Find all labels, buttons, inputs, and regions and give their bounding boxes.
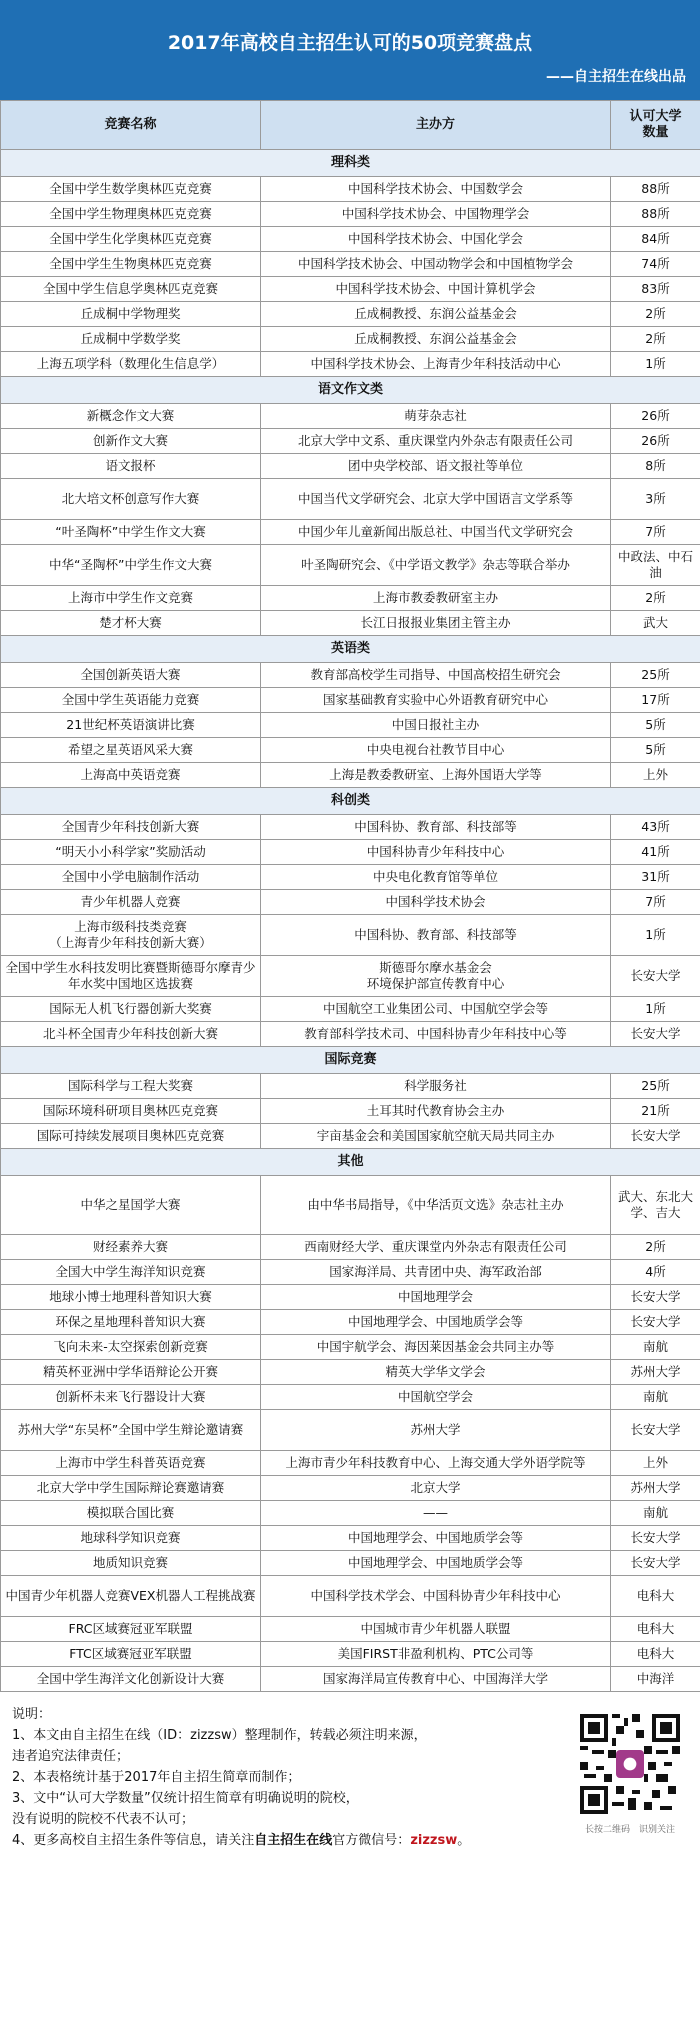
competition-name-cell: 全国创新英语大赛: [1, 663, 261, 688]
organizer-cell: 中国少年儿童新闻出版总社、中国当代文学研究会: [261, 520, 611, 545]
competition-name-cell: 地球小博士地理科普知识大赛: [1, 1285, 261, 1310]
university-count-cell: 88所: [611, 202, 700, 227]
organizer-cell: 北京大学: [261, 1476, 611, 1501]
university-count-cell: 长安大学: [611, 1551, 700, 1576]
competition-name-cell: 地质知识竞赛: [1, 1551, 261, 1576]
university-count-cell: 2所: [611, 1235, 700, 1260]
organizer-cell: 上海市教委教研室主办: [261, 586, 611, 611]
note-wechat-id: zizzsw: [410, 1833, 458, 1848]
competition-name-cell: 国际无人机飞行器创新大奖赛: [1, 997, 261, 1022]
university-count-cell: 1所: [611, 915, 700, 956]
table-row: [1, 688, 700, 713]
university-count-cell: 武大、东北大学、吉大: [611, 1176, 700, 1235]
university-count-cell: 1所: [611, 997, 700, 1022]
competition-name-cell: 上海高中英语竞赛: [1, 763, 261, 788]
university-count-cell: 8所: [611, 454, 700, 479]
organizer-cell: 苏州大学: [261, 1410, 611, 1451]
table-row: [1, 1099, 700, 1124]
organizer-cell: 斯德哥尔摩水基金会 环境保护部宣传教育中心: [261, 956, 611, 997]
note-last-prefix: 4、更多高校自主招生条件等信息，请关注: [12, 1833, 255, 1848]
organizer-cell: 由中华书局指导，《中华活页文选》杂志社主办: [261, 1176, 611, 1235]
organizer-cell: 萌芽杂志社: [261, 404, 611, 429]
organizer-cell: 团中央学校部、语文报社等单位: [261, 454, 611, 479]
competition-name-cell: FRC区域赛冠亚军联盟: [1, 1617, 261, 1642]
organizer-cell: 中国科学技术协会、中国数学会: [261, 177, 611, 202]
university-count-cell: 41所: [611, 840, 700, 865]
organizer-cell: 丘成桐教授、东润公益基金会: [261, 302, 611, 327]
page-title: 2017年高校自主招生认可的50项竞赛盘点: [167, 32, 533, 54]
competition-name-cell: 楚才杯大赛: [1, 611, 261, 636]
competition-name-cell: 全国大中学生海洋知识竞赛: [1, 1260, 261, 1285]
competition-name-cell: 上海市中学生科普英语竞赛: [1, 1451, 261, 1476]
university-count-cell: 电科大: [611, 1576, 700, 1617]
table-row: [1, 915, 700, 956]
competition-name-cell: “叶圣陶杯”中学生作文大赛: [1, 520, 261, 545]
university-count-cell: 25所: [611, 1074, 700, 1099]
organizer-cell: 中国航空学会: [261, 1385, 611, 1410]
table-row: [1, 327, 700, 352]
organizer-cell: 中国科协青少年科技中心: [261, 840, 611, 865]
organizer-cell: 国家海洋局、共青团中央、海军政治部: [261, 1260, 611, 1285]
table-row: [1, 840, 700, 865]
competition-name-cell: 希望之星英语风采大赛: [1, 738, 261, 763]
table-row: [1, 227, 700, 252]
organizer-cell: 长江日报报业集团主管主办: [261, 611, 611, 636]
table-row: [1, 1501, 700, 1526]
organizer-cell: 教育部高校学生司指导、中国高校招生研究会: [261, 663, 611, 688]
competition-name-cell: 全国中学生生物奥林匹克竞赛: [1, 252, 261, 277]
note-line: 3、文中“认可大学数量”仅统计招生简章有明确说明的院校，: [12, 1791, 359, 1806]
table-row: [1, 815, 700, 840]
table-row: [1, 1451, 700, 1476]
table-row: [1, 1576, 700, 1617]
university-count-cell: 长安大学: [611, 956, 700, 997]
university-count-cell: 长安大学: [611, 1526, 700, 1551]
table-row: [1, 277, 700, 302]
competition-name-cell: 苏州大学“东吴杯”全国中学生辩论邀请赛: [1, 1410, 261, 1451]
competition-name-cell: 全国中学生英语能力竞赛: [1, 688, 261, 713]
competition-name-cell: 新概念作文大赛: [1, 404, 261, 429]
competition-name-cell: 环保之星地理科普知识大赛: [1, 1310, 261, 1335]
organizer-cell: 中国科学技术学会、中国科协青少年科技中心: [261, 1576, 611, 1617]
table-row: [1, 663, 700, 688]
table-row: [1, 202, 700, 227]
organizer-cell: 中央电视台社教节目中心: [261, 738, 611, 763]
competition-name-cell: 全国中学生信息学奥林匹克竞赛: [1, 277, 261, 302]
competition-name-cell: 全国中学生物理奥林匹克竞赛: [1, 202, 261, 227]
competition-name-cell: 全国中学生海洋文化创新设计大赛: [1, 1667, 261, 1692]
column-header-name: 竞赛名称: [1, 101, 261, 150]
university-count-cell: 南航: [611, 1385, 700, 1410]
table-row: [1, 404, 700, 429]
organizer-cell: 美国FIRST非盈利机构、PTC公司等: [261, 1642, 611, 1667]
university-count-cell: 长安大学: [611, 1310, 700, 1335]
qr-code-icon[interactable]: [580, 1714, 680, 1814]
university-count-cell: 83所: [611, 277, 700, 302]
competition-name-cell: 上海五项学科（数理化生信息学）: [1, 352, 261, 377]
organizer-cell: 中央电化教育馆等单位: [261, 865, 611, 890]
notes-heading: 说明：: [12, 1707, 52, 1722]
university-count-cell: 17所: [611, 688, 700, 713]
column-header-organizer: 主办方: [261, 101, 611, 150]
competition-name-cell: “明天小小科学家”奖励活动: [1, 840, 261, 865]
university-count-cell: 5所: [611, 713, 700, 738]
competition-name-cell: 青少年机器人竞赛: [1, 890, 261, 915]
competition-name-cell: 地球科学知识竞赛: [1, 1526, 261, 1551]
university-count-cell: 7所: [611, 890, 700, 915]
competition-name-cell: 国际科学与工程大奖赛: [1, 1074, 261, 1099]
competition-name-cell: 精英杯亚洲中学华语辩论公开赛: [1, 1360, 261, 1385]
university-count-cell: 苏州大学: [611, 1360, 700, 1385]
organizer-cell: 中国宇航学会、海因莱因基金会共同主办等: [261, 1335, 611, 1360]
table-row: [1, 956, 700, 997]
organizer-cell: 中国科学技术协会、上海青少年科技活动中心: [261, 352, 611, 377]
university-count-cell: 武大: [611, 611, 700, 636]
university-count-cell: 3所: [611, 479, 700, 520]
table-row: [1, 1074, 700, 1099]
organizer-cell: 中国科学技术协会、中国化学会: [261, 227, 611, 252]
competition-name-cell: 国际可持续发展项目奥林匹克竞赛: [1, 1124, 261, 1149]
organizer-cell: 国家基础教育实验中心外语教育研究中心: [261, 688, 611, 713]
table-row: [1, 1642, 700, 1667]
table-row: [1, 1124, 700, 1149]
table-row: [1, 611, 700, 636]
university-count-cell: 长安大学: [611, 1410, 700, 1451]
competition-name-cell: 模拟联合国比赛: [1, 1501, 261, 1526]
organizer-cell: 中国科学技术协会: [261, 890, 611, 915]
table-row: [1, 302, 700, 327]
organizer-cell: 上海是教委教研室、上海外国语大学等: [261, 763, 611, 788]
notes-section: [0, 1692, 700, 1912]
organizer-cell: 土耳其时代教育协会主办: [261, 1099, 611, 1124]
organizer-cell: 中国日报社主办: [261, 713, 611, 738]
competition-name-cell: 全国中学生数学奥林匹克竞赛: [1, 177, 261, 202]
table-row: [1, 1310, 700, 1335]
competition-name-cell: 21世纪杯英语演讲比赛: [1, 713, 261, 738]
table-row: [1, 1667, 700, 1692]
university-count-cell: 21所: [611, 1099, 700, 1124]
note-line: 1、本文由自主招生在线（ID：zizzsw）整理制作，转载必须注明来源，: [12, 1728, 427, 1743]
organizer-cell: 国家海洋局宣传教育中心、中国海洋大学: [261, 1667, 611, 1692]
qr-caption: 长按二维码 识别关注: [584, 1825, 675, 1835]
table-row: [1, 1410, 700, 1451]
university-count-cell: 7所: [611, 520, 700, 545]
competition-name-cell: FTC区域赛冠亚军联盟: [1, 1642, 261, 1667]
table-row: [1, 763, 700, 788]
organizer-cell: 中国当代文学研究会、北京大学中国语言文学系等: [261, 479, 611, 520]
organizer-cell: 西南财经大学、重庆课堂内外杂志有限责任公司: [261, 1235, 611, 1260]
organizer-cell: 中国科协、教育部、科技部等: [261, 915, 611, 956]
note-line: 违者追究法律责任；: [12, 1749, 130, 1764]
competition-name-cell: 全国中学生水科技发明比赛暨斯德哥尔摩青少年水奖中国地区选拔赛: [1, 956, 261, 997]
table-row: [1, 1260, 700, 1285]
table-row: [1, 890, 700, 915]
university-count-cell: 中海洋: [611, 1667, 700, 1692]
organizer-cell: 宇亩基金会和美国国家航空航天局共同主办: [261, 1124, 611, 1149]
competition-name-cell: 创新作文大赛: [1, 429, 261, 454]
category-label: 国际竞赛: [1, 1047, 700, 1074]
organizer-cell: ——: [261, 1501, 611, 1526]
competition-name-cell: 中华“圣陶杯”中学生作文大赛: [1, 545, 261, 586]
note-last-end: 。: [457, 1833, 471, 1848]
competition-name-cell: 北斗杯全国青少年科技创新大赛: [1, 1022, 261, 1047]
university-count-cell: 长安大学: [611, 1022, 700, 1047]
competition-name-cell: 丘成桐中学数学奖: [1, 327, 261, 352]
category-row: [1, 636, 700, 663]
competition-name-cell: 创新杯未来飞行器设计大赛: [1, 1385, 261, 1410]
table-row: [1, 1176, 700, 1235]
note-brand: 自主招生在线: [254, 1833, 333, 1848]
university-count-cell: 南航: [611, 1335, 700, 1360]
table-row: [1, 1476, 700, 1501]
organizer-cell: 中国地理学会、中国地质学会等: [261, 1310, 611, 1335]
university-count-cell: 25所: [611, 663, 700, 688]
university-count-cell: 上外: [611, 1451, 700, 1476]
university-count-cell: 中政法、中石油: [611, 545, 700, 586]
university-count-cell: 43所: [611, 815, 700, 840]
note-last-middle: 官方微信号：: [332, 1833, 411, 1848]
table-row: [1, 1617, 700, 1642]
competition-name-cell: 全国青少年科技创新大赛: [1, 815, 261, 840]
organizer-cell: 北京大学中文系、重庆课堂内外杂志有限责任公司: [261, 429, 611, 454]
table-row: [1, 545, 700, 586]
table-row: [1, 1385, 700, 1410]
university-count-cell: 88所: [611, 177, 700, 202]
competition-name-cell: 中华之星国学大赛: [1, 1176, 261, 1235]
table-row: [1, 520, 700, 545]
university-count-cell: 26所: [611, 429, 700, 454]
organizer-cell: 中国科协、教育部、科技部等: [261, 815, 611, 840]
category-row: [1, 150, 700, 177]
table-row: [1, 352, 700, 377]
table-row: [1, 1551, 700, 1576]
category-row: [1, 1149, 700, 1176]
table-row: [1, 738, 700, 763]
organizer-cell: 叶圣陶研究会、《中学语文教学》杂志等联合举办: [261, 545, 611, 586]
university-count-cell: 1所: [611, 352, 700, 377]
category-label: 科创类: [1, 788, 700, 815]
university-count-cell: 26所: [611, 404, 700, 429]
university-count-cell: 84所: [611, 227, 700, 252]
category-row: [1, 377, 700, 404]
table-row: [1, 429, 700, 454]
organizer-cell: 教育部科学技术司、中国科协青少年科技中心等: [261, 1022, 611, 1047]
table-row: [1, 713, 700, 738]
organizer-cell: 中国地理学会: [261, 1285, 611, 1310]
competition-name-cell: 语文报杯: [1, 454, 261, 479]
table-row: [1, 865, 700, 890]
university-count-cell: 电科大: [611, 1617, 700, 1642]
category-row: [1, 1047, 700, 1074]
organizer-cell: 上海市青少年科技教育中心、上海交通大学外语学院等: [261, 1451, 611, 1476]
university-count-cell: 31所: [611, 865, 700, 890]
competition-name-cell: 飞向未来-太空探索创新竞赛: [1, 1335, 261, 1360]
page-subtitle: ——自主招生在线出品: [546, 69, 686, 85]
competition-name-cell: 北大培文杯创意写作大赛: [1, 479, 261, 520]
university-count-cell: 2所: [611, 586, 700, 611]
organizer-cell: 中国航空工业集团公司、中国航空学会等: [261, 997, 611, 1022]
note-line: 2、本表格统计基于2017年自主招生简章而制作；: [12, 1770, 301, 1785]
competition-name-cell: 全国中学生化学奥林匹克竞赛: [1, 227, 261, 252]
competition-name-cell: 丘成桐中学物理奖: [1, 302, 261, 327]
university-count-cell: 5所: [611, 738, 700, 763]
category-label: 英语类: [1, 636, 700, 663]
university-count-cell: 4所: [611, 1260, 700, 1285]
competition-table: [0, 100, 700, 1692]
table-row: [1, 997, 700, 1022]
organizer-cell: 科学服务社: [261, 1074, 611, 1099]
column-header-count: 认可大学 数量: [611, 101, 700, 150]
organizer-cell: 丘成桐教授、东润公益基金会: [261, 327, 611, 352]
competition-name-cell: 财经素养大赛: [1, 1235, 261, 1260]
university-count-cell: 上外: [611, 763, 700, 788]
university-count-cell: 长安大学: [611, 1124, 700, 1149]
competition-name-cell: 全国中小学电脑制作活动: [1, 865, 261, 890]
category-label: 其他: [1, 1149, 700, 1176]
university-count-cell: 南航: [611, 1501, 700, 1526]
table-row: [1, 454, 700, 479]
table-row: [1, 1360, 700, 1385]
organizer-cell: 中国地理学会、中国地质学会等: [261, 1526, 611, 1551]
category-label: 理科类: [1, 150, 700, 177]
table-row: [1, 177, 700, 202]
competition-name-cell: 北京大学中学生国际辩论赛邀请赛: [1, 1476, 261, 1501]
organizer-cell: 中国地理学会、中国地质学会等: [261, 1551, 611, 1576]
table-row: [1, 1235, 700, 1260]
university-count-cell: 74所: [611, 252, 700, 277]
category-row: [1, 788, 700, 815]
table-body: [1, 150, 700, 1692]
table-row: [1, 479, 700, 520]
table-row: [1, 1285, 700, 1310]
university-count-cell: 长安大学: [611, 1285, 700, 1310]
university-count-cell: 苏州大学: [611, 1476, 700, 1501]
table-row: [1, 1022, 700, 1047]
competition-name-cell: 中国青少年机器人竞赛VEX机器人工程挑战赛: [1, 1576, 261, 1617]
note-line: 没有说明的院校不代表不认可；: [12, 1812, 195, 1827]
university-count-cell: 电科大: [611, 1642, 700, 1667]
organizer-cell: 中国科学技术协会、中国计算机学会: [261, 277, 611, 302]
university-count-cell: 2所: [611, 302, 700, 327]
category-label: 语文作文类: [1, 377, 700, 404]
organizer-cell: 精英大学华文学会: [261, 1360, 611, 1385]
competition-name-cell: 上海市中学生作文竞赛: [1, 586, 261, 611]
organizer-cell: 中国城市青少年机器人联盟: [261, 1617, 611, 1642]
table-row: [1, 586, 700, 611]
title-banner: [0, 0, 700, 100]
university-count-cell: 2所: [611, 327, 700, 352]
table-row: [1, 252, 700, 277]
organizer-cell: 中国科学技术协会、中国动物学会和中国植物学会: [261, 252, 611, 277]
organizer-cell: 中国科学技术协会、中国物理学会: [261, 202, 611, 227]
table-row: [1, 1335, 700, 1360]
table-row: [1, 1526, 700, 1551]
competition-name-cell: 上海市级科技类竞赛 （上海青少年科技创新大赛）: [1, 915, 261, 956]
competition-name-cell: 国际环境科研项目奥林匹克竞赛: [1, 1099, 261, 1124]
